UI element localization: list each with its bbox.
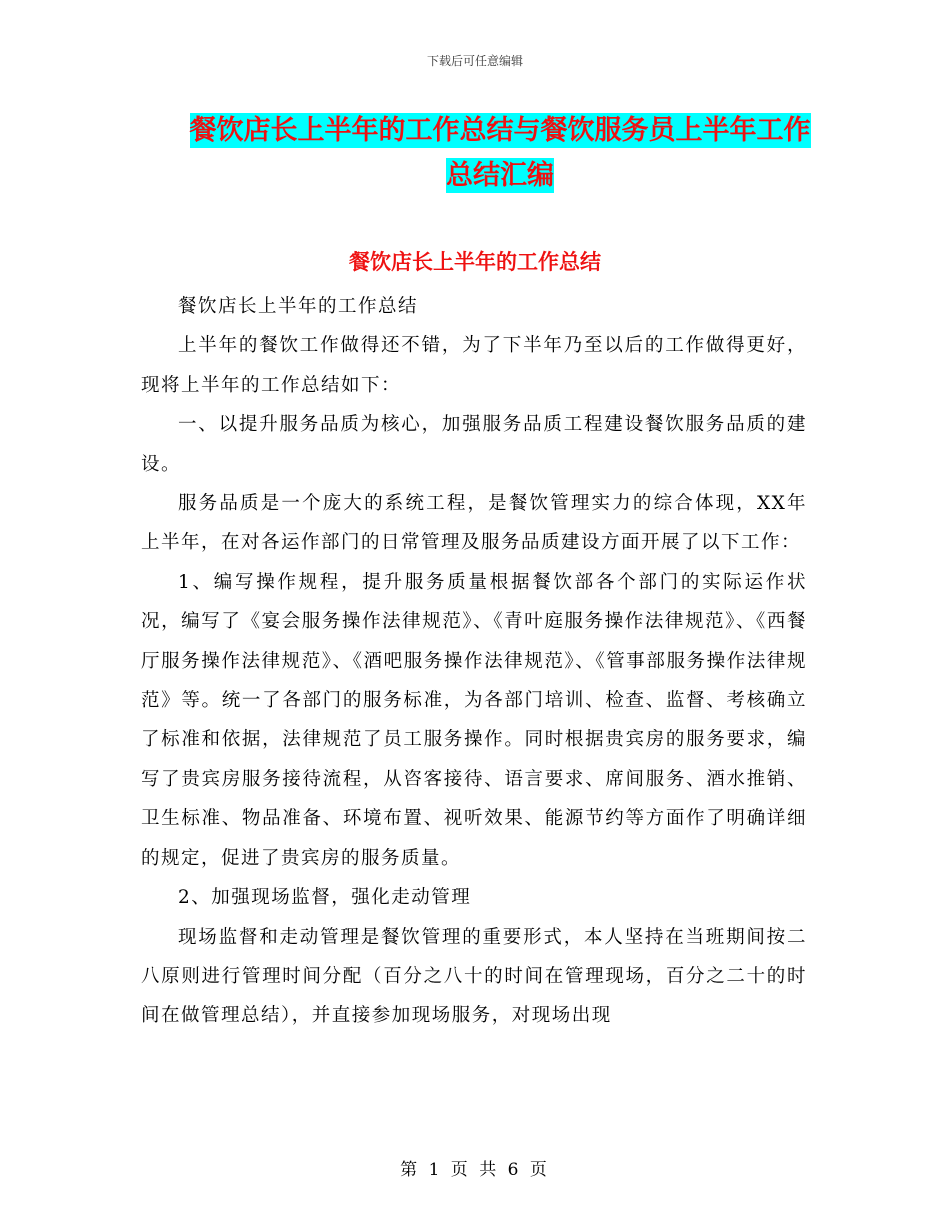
paragraph: 服务品质是一个庞大的系统工程，是餐饮管理实力的综合体现，XX年上半年，在对各运作部门的日常管理及服务品质建设方面开展了以下工作： xyxy=(141,493,807,554)
document-title-line-2: 总结汇编 xyxy=(446,160,554,191)
document-title xyxy=(150,108,850,198)
paragraph: 1、编写操作规程，提升服务质量根据餐饮部各个部门的实际运作状况，编写了《宴会服务操作法律规范》、《青叶庭服务操作法律规范》、《西餐厅服务操作法律规范》、《酒吧服务操作法律规范》、《管事部服务操作法律规范》等。统一了各部门的服务标准，为各部门培训、检查、监督、考核确立了标准和依据，法律规范了员工服务操作。同时根据贵宾房的服务要求，编写了贵宾房服务接待流程，从咨客接待、语言要求、席间服务、酒水推销、卫生标准、物品准备、环境布置、视听效果、能源节约等方面作了明确详细的规定，促进了贵宾房的服务质量。 xyxy=(141,571,807,869)
page-header-note: 下载后可任意编辑 xyxy=(426,54,523,68)
paragraph: 一、以提升服务品质为核心，加强服务品质工程建设餐饮服务品质的建设。 xyxy=(141,414,807,475)
paragraph: 2、加强现场监督，强化走动管理 xyxy=(178,887,472,909)
section-title: 餐饮店长上半年的工作总结 xyxy=(349,250,601,274)
paragraph: 现场监督和走动管理是餐饮管理的重要形式，本人坚持在当班期间按二八原则进行管理时间分配（百分之八十的时间在管理现场，百分之二十的时间在做管理总结），并直接参加现场服务，对现场出现 xyxy=(141,926,807,1027)
page-footer: 第 1 页 共 6 页 xyxy=(400,1160,550,1180)
document-title-line-1: 餐饮店长上半年的工作总结与餐饮服务员上半年工作 xyxy=(189,115,811,146)
body-text xyxy=(141,287,807,1036)
paragraph: 餐饮店长上半年的工作总结 xyxy=(178,296,419,317)
paragraph: 上半年的餐饮工作做得还不错，为了下半年乃至以后的工作做得更好，现将上半年的工作总结如下： xyxy=(141,335,807,396)
